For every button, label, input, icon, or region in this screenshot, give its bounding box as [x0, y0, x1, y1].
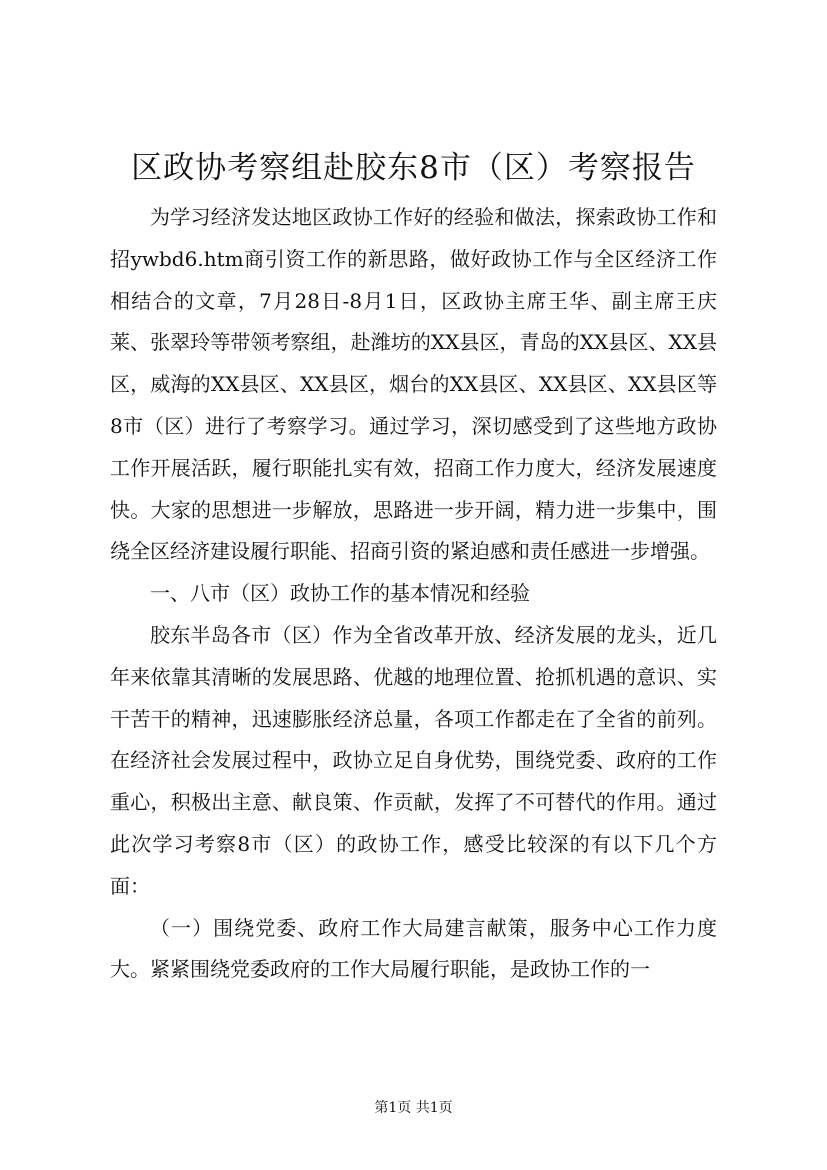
document-body: [110, 197, 717, 991]
page-number-footer: 第1页 共1页: [374, 1100, 453, 1116]
section-heading-1: 一、八市（区）政协工作的基本情况和经验: [150, 581, 530, 606]
paragraph-intro: 为学习经济发达地区政协工作好的经验和做法，探索政协工作和招ywbd6.htm商引资工作的新思路，做好政协工作与全区经济工作相结合的文章，7月28日-8月1日，区政协主席王华、副主席王庆莱、张翠玲等带领考察组，赴潍坊的XX县区，青岛的XX县区、XX县区，威海的XX县区、XX县区，烟台的XX县区、XX县区、XX县区等8市（区）进行了考察学习。通过学习，深切感受到了这些地方政协工作开展活跃，履行职能扎实有效，招商工作力度大，经济发展速度快。大家的思想进一步解放，思路进一步开阔，精力进一步集中，围绕全区经济建设履行职能、招商引资的紧迫感和责任感进一步增强。: [110, 205, 717, 564]
paragraph-overview: 胶东半岛各市（区）作为全省改革开放、经济发展的龙头，近几年来依靠其清晰的发展思路、优越的地理位置、抢抓机遇的意识、实干苦干的精神，迅速膨胀经济总量，各项工作都走在了全省的前列。在经济社会发展过程中，政协立足自身优势，围绕党委、政府的工作重心，积极出主意、献良策、作贡献，发挥了不可替代的作用。通过此次学习考察8市（区）的政协工作，感受比较深的有以下几个方面：: [110, 622, 717, 898]
paragraph-point-1: （一）围绕党委、政府工作大局建言献策，服务中心工作力度大。紧紧围绕党委政府的工作大局履行职能，是政协工作的一: [110, 915, 717, 982]
document-title: 区政协考察组赴胶东8市（区）考察报告: [131, 150, 696, 186]
